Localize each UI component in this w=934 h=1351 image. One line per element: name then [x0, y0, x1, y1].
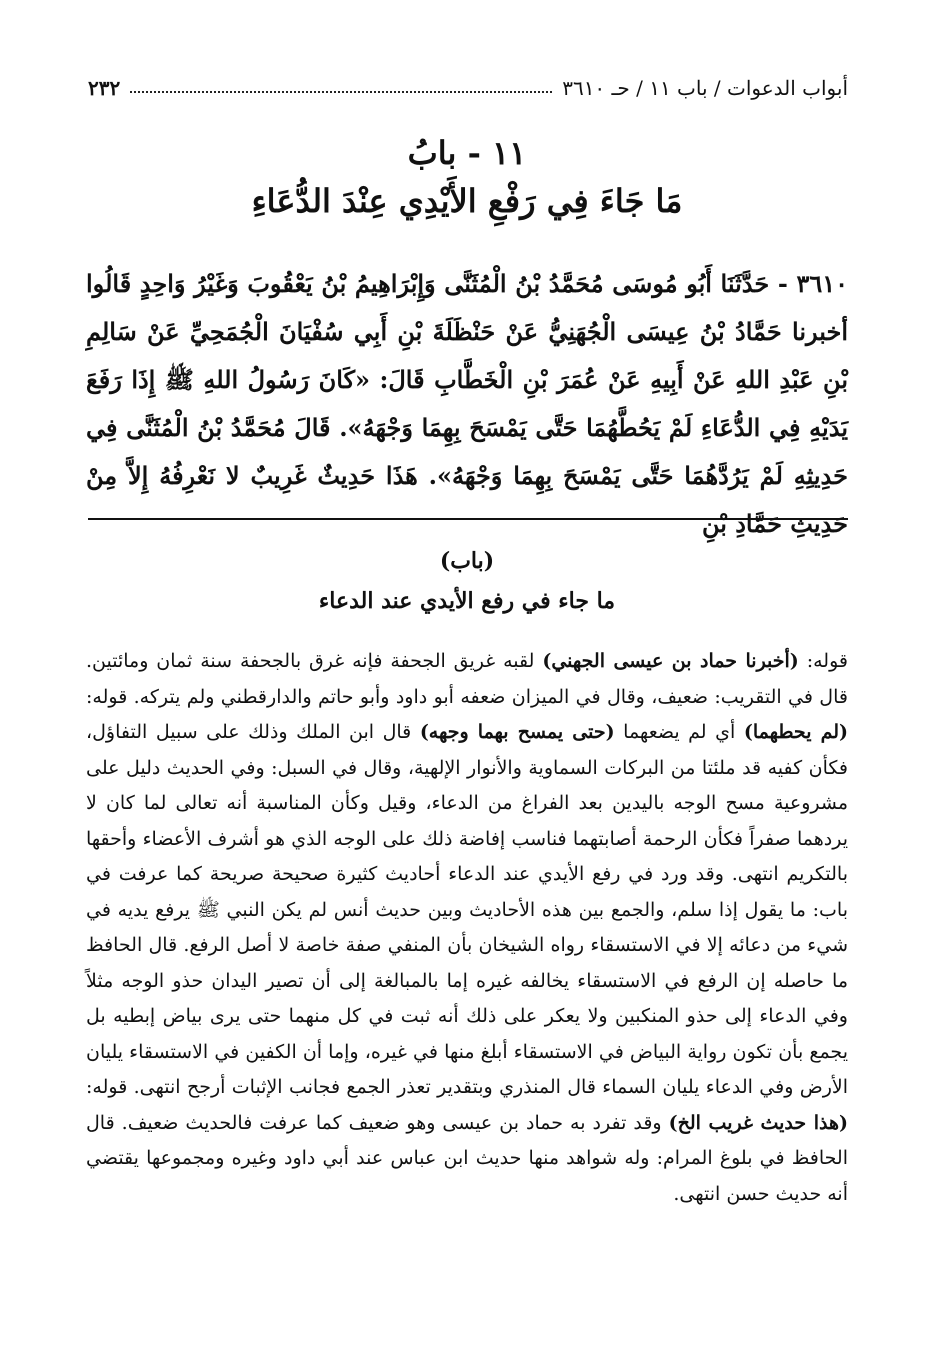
commentary-quote: (هذا حديث غريب الخ) — [668, 1111, 848, 1134]
commentary-paragraph — [86, 644, 848, 1212]
commentary-text: أي لم يضعهما — [623, 721, 736, 743]
running-title: أبواب الدعوات / باب ١١ / حـ ٣٦١٠ — [562, 76, 848, 100]
commentary-quote: (لم يحطهما) — [743, 721, 849, 743]
chapter-number: ١١ - بابُ — [407, 134, 527, 172]
commentary-text: وقد تفرد به حماد بن عيسى وهو ضعيف كما عرفت فالحديث ضعيف. قال الحافظ في بلوغ المرام: وله شواهد منها حديث ابن عباس عند أبي داود وغيره ومجموعها يقتضي أنه حديث حسن انتهى. — [86, 1111, 848, 1205]
page-number: ٢٣٢ — [88, 76, 121, 100]
hadith-text: حَدَّثَنَا أَبُو مُوسَى مُحَمَّدُ بْنُ الْمُثَنَّى وَإِبْرَاهِيمُ بْنُ يَعْقُوبَ وَغَيْرُ وَاحِدٍ قَالُوا أخبرنا حَمَّادُ بْنُ عِيسَى الْجُهَنِيُّ عَنْ حَنْظَلَةَ بْنِ أَبِي سُفْيَانَ الْجُمَحِيِّ عَنْ سَالِمِ بْنِ عَبْدِ اللهِ عَنْ أَبِيهِ عَنْ عُمَرَ بْنِ الْخَطَّابِ قَالَ: «كَانَ رَسُولُ اللهِ ﷺ إِذَا رَفَعَ يَدَيْهِ فِي الدُّعَاءِ لَمْ يَحُطَّهُمَا حَتَّى يَمْسَحَ بِهِمَا وَجْهَهُ». قَالَ مُحَمَّدُ بْنُ الْمُثَنَّى فِي حَدِيثِهِ لَمْ يَرُدَّهُمَا حَتَّى يَمْسَحَ بِهِمَا وَجْهَهُ». هَذَا حَدِيثٌ غَرِيبٌ لا نَعْرِفُهُ إِلاَّ مِنْ حَدِيثِ حَمَّادِ بْنِ — [86, 269, 848, 538]
commentary-label: قوله: — [806, 650, 848, 672]
header-dot-leader — [130, 91, 552, 93]
commentary-heading: (باب) — [439, 548, 495, 574]
commentary-quote: (أخبرنا حماد بن عيسى الجهني) — [542, 650, 799, 672]
commentary-subheading: ما جاء في رفع الأيدي عند الدعاء — [318, 588, 616, 614]
chapter-title: مَا جَاءَ فِي رَفْعِ الأَيْدِي عِنْدَ الدُّعَاءِ — [251, 182, 683, 220]
commentary-body — [86, 644, 848, 1212]
commentary-quote: (حتى يمسح بهما وجهه) — [419, 721, 615, 743]
hadith-number: ٣٦١٠ - — [777, 269, 849, 298]
commentary-text: قال ابن الملك وذلك على سبيل التفاؤل، فكأن كفيه قد ملئتا من البركات السماوية والأنوار الإلهية، وقال في السبل: وفي الحديث دليل على مشروعية مسح الوجه باليدين بعد الفراغ من الدعاء، وقيل وكأن المناسبة أنه تعالى لما كان لا يردهما صفراً فكأن الرحمة أصابتهما فناسب إفاضة ذلك على الوجه الذي هو أشرف الأعضاء وأحقها بالتكريم انتهى. وقد ورد في رفع الأيدي عند الدعاء أحاديث كثيرة صحيحة صريحة كما عرفت في باب: ما يقول إذا سلم، والجمع بين هذه الأحاديث وبين حديث أنس لم يكن النبي ﷺ يرفع يديه في شيء من دعائه إلا في الاستسقاء رواه الشيخان بأن المنفي صفة خاصة لا أصل الرفع. قال الحافظ ما حاصله إن الرفع في الاستسقاء يخالفه غيره إما بالمبالغة إلى أن تصير اليدان حذو الوجه مثلاً وفي الدعاء إلى حذو المنكبين ولا يعكر على ذلك أنه ثبت في كل منهما حتى يرى بياض إبطيه بل يجمع بأن تكون رواية البياض في الاستسقاء أبلغ منها في غيره، وإما أن الكفين في الاستسقاء يليان الأرض وفي الدعاء يليان السماء قال المنذري وبتقدير تعذر الجمع فجانب الإثبات أرجح انتهى. قوله: — [86, 721, 848, 1098]
commentary-text: لقبه غريق الجحفة فإنه غرق بالجحفة سنة ثمان ومائتين. قال في التقريب: ضعيف، وقال في الميزان ضعفه أبو داود وأبو حاتم والدارقطني ولم يتركه. قوله: — [86, 650, 848, 708]
running-header — [88, 66, 848, 110]
section-divider — [88, 518, 848, 520]
hadith-text-block — [86, 260, 848, 548]
